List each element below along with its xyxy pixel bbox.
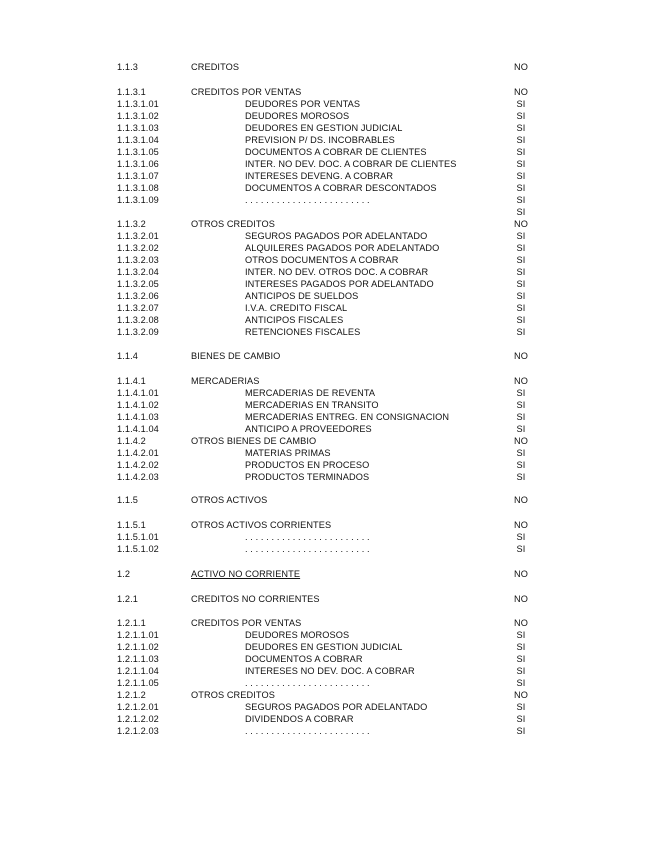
account-name: DEUDORES MOROSOS [245,111,350,121]
account-row [0,98,655,110]
account-code: 1.1.3.1.02 [117,111,159,121]
imputable-flag: SI [516,666,526,676]
account-code: 1.1.3.1.03 [117,123,159,133]
account-row [0,170,655,182]
account-row [0,61,655,73]
account-code: 1.1.3.2 [117,219,146,229]
account-name: INTER. NO DEV. DOC. A COBRAR DE CLIENTES [245,159,457,169]
imputable-flag: SI [516,642,526,652]
account-code: 1.1.4.1.04 [117,424,159,434]
account-name: DEUDORES MOROSOS [245,630,350,640]
imputable-flag: NO [514,618,528,628]
account-row [0,206,655,218]
account-name: PREVISION P/ DS. INCOBRABLES [245,135,395,145]
account-name: ANTICIPOS DE SUELDOS [245,291,359,301]
account-name: DIVIDENDOS A COBRAR [245,714,354,724]
account-name: . . . . . . . . . . . . . . . . . . . . . . . . [245,544,370,554]
account-code: 1.2.1.2.01 [117,702,159,712]
account-code: 1.1.4 [117,351,138,361]
account-code: 1.1.3.1.05 [117,147,159,157]
account-code: 1.1.4.1.02 [117,400,159,410]
imputable-flag: SI [516,630,526,640]
account-row [0,677,655,689]
account-name: MATERIAS PRIMAS [245,448,331,458]
imputable-flag: SI [516,726,526,736]
imputable-flag: SI [516,243,526,253]
account-row [0,701,655,713]
account-code: 1.1.3.2.09 [117,327,159,337]
account-name: MERCADERIAS [191,376,260,386]
account-name: SEGUROS PAGADOS POR ADELANTADO [245,702,428,712]
account-row [0,194,655,206]
account-code: 1.1.4.1.01 [117,388,159,398]
account-name: DOCUMENTOS A COBRAR DE CLIENTES [245,147,427,157]
account-code: 1.1.3.2.07 [117,303,159,313]
account-code: 1.1.3.2.06 [117,291,159,301]
account-row [0,519,655,531]
account-name: CREDITOS NO CORRIENTES [191,594,320,604]
account-row [0,494,655,506]
imputable-flag: SI [516,654,526,664]
account-row [0,459,655,471]
account-code: 1.1.3.1.08 [117,183,159,193]
account-code: 1.2.1.1.01 [117,630,159,640]
account-name: ANTICIPO A PROVEEDORES [245,424,372,434]
account-code: 1.1.3.1.04 [117,135,159,145]
account-code: 1.2.1.1 [117,618,146,628]
account-code: 1.1.5.1.02 [117,544,159,554]
imputable-flag: SI [516,714,526,724]
account-row [0,617,655,629]
imputable-flag: SI [516,412,526,422]
imputable-flag: SI [516,147,526,157]
account-code: 1.1.3.2.04 [117,267,159,277]
account-code: 1.1.5.1.01 [117,532,159,542]
imputable-flag: NO [514,219,528,229]
account-row [0,435,655,447]
account-row [0,387,655,399]
imputable-flag: NO [514,436,528,446]
account-row [0,641,655,653]
imputable-flag: NO [514,495,528,505]
account-name: DEUDORES EN GESTION JUDICIAL [245,642,403,652]
account-row [0,665,655,677]
imputable-flag: SI [516,532,526,542]
imputable-flag: SI [516,207,526,217]
account-row [0,531,655,543]
account-code: 1.1.3.2.01 [117,231,159,241]
account-code: 1.1.4.2.03 [117,472,159,482]
account-name: INTERESES NO DEV. DOC. A COBRAR [245,666,415,676]
account-code: 1.1.4.1.03 [117,412,159,422]
account-name: ANTICIPOS FISCALES [245,315,344,325]
account-name: . . . . . . . . . . . . . . . . . . . . . . . . [245,726,370,736]
account-name: OTROS CREDITOS [191,219,275,229]
account-row [0,471,655,483]
account-name: DEUDORES EN GESTION JUDICIAL [245,123,403,133]
account-name: OTROS BIENES DE CAMBIO [191,436,317,446]
account-code: 1.1.3.2.03 [117,255,159,265]
account-code: 1.2.1.2.03 [117,726,159,736]
account-name: SEGUROS PAGADOS POR ADELANTADO [245,231,428,241]
account-row [0,447,655,459]
account-row [0,134,655,146]
imputable-flag: SI [516,303,526,313]
account-row [0,689,655,701]
imputable-flag: SI [516,171,526,181]
account-code: 1.2.1.2.02 [117,714,159,724]
imputable-flag: SI [516,291,526,301]
account-code: 1.1.5 [117,495,138,505]
account-row [0,158,655,170]
account-row [0,182,655,194]
account-code: 1.2.1.1.02 [117,642,159,652]
account-name: DOCUMENTOS A COBRAR DESCONTADOS [245,183,437,193]
imputable-flag: SI [516,544,526,554]
imputable-flag: SI [516,702,526,712]
account-name: CREDITOS POR VENTAS [191,618,302,628]
account-name: OTROS DOCUMENTOS A COBRAR [245,255,399,265]
account-row [0,290,655,302]
imputable-flag: SI [516,183,526,193]
account-row [0,399,655,411]
account-code: 1.1.3.2.02 [117,243,159,253]
imputable-flag: SI [516,231,526,241]
imputable-flag: SI [516,279,526,289]
account-code: 1.1.4.2 [117,436,146,446]
account-name: MERCADERIAS ENTREG. EN CONSIGNACION [245,412,450,422]
account-row [0,653,655,665]
account-row [0,146,655,158]
account-name: OTROS ACTIVOS [191,495,268,505]
imputable-flag: NO [514,62,528,72]
imputable-flag: NO [514,351,528,361]
imputable-flag: SI [516,448,526,458]
account-name: MERCADERIAS DE REVENTA [245,388,376,398]
account-name: INTERESES PAGADOS POR ADELANTADO [245,279,434,289]
account-name: OTROS ACTIVOS CORRIENTES [191,520,332,530]
account-code: 1.1.3.1.06 [117,159,159,169]
account-row [0,326,655,338]
account-code: 1.2 [117,569,131,579]
account-row [0,411,655,423]
account-code: 1.1.3.1 [117,87,146,97]
account-row [0,122,655,134]
account-code: 1.2.1.1.04 [117,666,159,676]
imputable-flag: SI [516,111,526,121]
imputable-flag: NO [514,87,528,97]
imputable-flag: SI [516,424,526,434]
account-name: OTROS CREDITOS [191,690,275,700]
account-name: I.V.A. CREDITO FISCAL [245,303,348,313]
account-row [0,86,655,98]
account-code: 1.2.1.2 [117,690,146,700]
account-row [0,350,655,362]
account-code: 1.1.3.2.08 [117,315,159,325]
imputable-flag: SI [516,123,526,133]
imputable-flag: SI [516,267,526,277]
imputable-flag: SI [516,195,526,205]
account-row [0,266,655,278]
account-name: ALQUILERES PAGADOS POR ADELANTADO [245,243,440,253]
imputable-flag: SI [516,315,526,325]
account-row [0,278,655,290]
imputable-flag: SI [516,472,526,482]
account-code: 1.2.1 [117,594,138,604]
account-name: . . . . . . . . . . . . . . . . . . . . . . . . [245,532,370,542]
account-name: PRODUCTOS TERMINADOS [245,472,370,482]
account-row [0,314,655,326]
account-row [0,375,655,387]
account-row [0,218,655,230]
imputable-flag: NO [514,569,528,579]
imputable-flag: NO [514,376,528,386]
account-name: DOCUMENTOS A COBRAR [245,654,363,664]
imputable-flag: SI [516,135,526,145]
account-row [0,242,655,254]
account-row [0,543,655,555]
account-name: INTER. NO DEV. OTROS DOC. A COBRAR [245,267,429,277]
account-code: 1.1.4.2.02 [117,460,159,470]
account-name: DEUDORES POR VENTAS [245,99,361,109]
account-name: MERCADERIAS EN TRANSITO [245,400,379,410]
account-row [0,629,655,641]
account-name: PRODUCTOS EN PROCESO [245,460,370,470]
account-name: ACTIVO NO CORRIENTE [191,569,301,579]
account-name: . . . . . . . . . . . . . . . . . . . . . . . . [245,195,370,205]
imputable-flag: SI [516,99,526,109]
account-name: CREDITOS [191,62,240,72]
account-code: 1.1.4.1 [117,376,146,386]
account-name: INTERESES DEVENG. A COBRAR [245,171,394,181]
imputable-flag: SI [516,388,526,398]
account-name: . . . . . . . . . . . . . . . . . . . . . . . . [245,678,370,688]
account-row [0,725,655,737]
account-row [0,254,655,266]
imputable-flag: SI [516,327,526,337]
imputable-flag: NO [514,520,528,530]
account-name: CREDITOS POR VENTAS [191,87,302,97]
account-row [0,230,655,242]
account-row [0,110,655,122]
imputable-flag: SI [516,460,526,470]
account-row [0,713,655,725]
account-row [0,568,655,580]
account-name: BIENES DE CAMBIO [191,351,281,361]
imputable-flag: SI [516,159,526,169]
account-row [0,593,655,605]
account-code: 1.1.3.1.07 [117,171,159,181]
imputable-flag: SI [516,678,526,688]
account-code: 1.2.1.1.05 [117,678,159,688]
account-code: 1.1.5.1 [117,520,146,530]
imputable-flag: NO [514,690,528,700]
account-code: 1.2.1.1.03 [117,654,159,664]
account-code: 1.1.4.2.01 [117,448,159,458]
imputable-flag: SI [516,400,526,410]
account-code: 1.1.3.1.09 [117,195,159,205]
imputable-flag: NO [514,594,528,604]
account-code: 1.1.3 [117,62,138,72]
account-code: 1.1.3.2.05 [117,279,159,289]
account-code: 1.1.3.1.01 [117,99,159,109]
account-row [0,302,655,314]
account-row [0,423,655,435]
account-name: RETENCIONES FISCALES [245,327,361,337]
imputable-flag: SI [516,255,526,265]
